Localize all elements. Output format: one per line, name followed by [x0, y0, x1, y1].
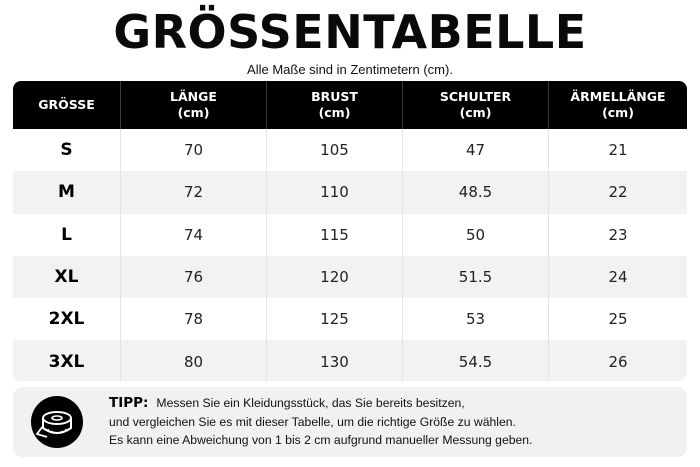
- header-label: GRÖSSE: [38, 97, 95, 112]
- cell-aermel: 24: [608, 268, 628, 287]
- header-unit: (cm): [602, 105, 634, 120]
- cell-schulter: 48.5: [403, 171, 549, 213]
- cell-size: S: [13, 129, 121, 171]
- tip-line-2: und vergleichen Sie es mit dieser Tabelle, um die richtige Größe zu wählen.: [109, 414, 516, 429]
- header-brust: [267, 81, 403, 129]
- table-row: [13, 171, 687, 213]
- tip-line-3: Es kann eine Abweichung von 1 bis 2 cm aufgrund manueller Messung geben.: [109, 433, 533, 447]
- cell-size: M: [13, 171, 121, 213]
- cell-schulter: 51.5: [403, 256, 549, 298]
- cell-schulter: 53: [403, 298, 549, 340]
- cell-schulter: 50: [403, 214, 549, 256]
- header-groesse: [13, 81, 121, 129]
- header-label: SCHULTER: [439, 89, 512, 104]
- measuring-tape-icon: [31, 396, 83, 448]
- cell-laenge: 76: [121, 256, 267, 298]
- header-unit: (cm): [459, 105, 492, 120]
- header-label: BRUST: [311, 89, 358, 104]
- page-subtitle: Alle Maße sind in Zentimetern (cm).: [247, 62, 453, 77]
- cell-size: 2XL: [13, 298, 121, 340]
- table-row: [13, 340, 687, 381]
- cell-aermel: 22: [608, 183, 628, 202]
- page-title: GRÖSSENTABELLE: [113, 5, 587, 59]
- header-unit: (cm): [177, 105, 210, 120]
- cell-laenge: 80: [121, 340, 267, 381]
- cell-brust: 120: [267, 256, 403, 298]
- header-label: ÄRMELLÄNGE: [570, 89, 666, 104]
- cell-size: 3XL: [13, 340, 121, 381]
- cell-brust: 130: [267, 340, 403, 381]
- cell-size: L: [13, 214, 121, 256]
- cell-brust: 105: [267, 129, 403, 171]
- cell-laenge: 70: [121, 129, 267, 171]
- cell-aermel: 21: [608, 141, 628, 160]
- header-unit: (cm): [318, 105, 351, 120]
- header-laenge: [121, 81, 267, 129]
- header-schulter: [403, 81, 549, 129]
- table-row: [13, 256, 687, 298]
- cell-aermel: 23: [608, 225, 628, 244]
- table-header: [13, 81, 687, 129]
- table-row: [13, 214, 687, 256]
- header-aermellaenge: [549, 81, 687, 129]
- table-row: [13, 298, 687, 340]
- header-label: LÄNGE: [170, 89, 217, 104]
- tip-line-1: [109, 394, 679, 413]
- cell-schulter: 47: [403, 129, 549, 171]
- cell-brust: 110: [267, 171, 403, 213]
- cell-aermel: 26: [608, 352, 628, 371]
- tip-label: TIPP:: [109, 395, 149, 411]
- tip-box: [13, 387, 687, 457]
- size-table: [13, 81, 687, 381]
- cell-laenge: 72: [121, 171, 267, 213]
- cell-laenge: 78: [121, 298, 267, 340]
- cell-brust: 115: [267, 214, 403, 256]
- cell-aermel: 25: [608, 310, 628, 329]
- tip-line-1-text: Messen Sie ein Kleidungsstück, das Sie bereits besitzen,: [156, 396, 465, 410]
- table-row: [13, 129, 687, 171]
- cell-laenge: 74: [121, 214, 267, 256]
- tip-text: [109, 394, 679, 450]
- cell-brust: 125: [267, 298, 403, 340]
- cell-size: XL: [13, 256, 121, 298]
- cell-schulter: 54.5: [403, 340, 549, 381]
